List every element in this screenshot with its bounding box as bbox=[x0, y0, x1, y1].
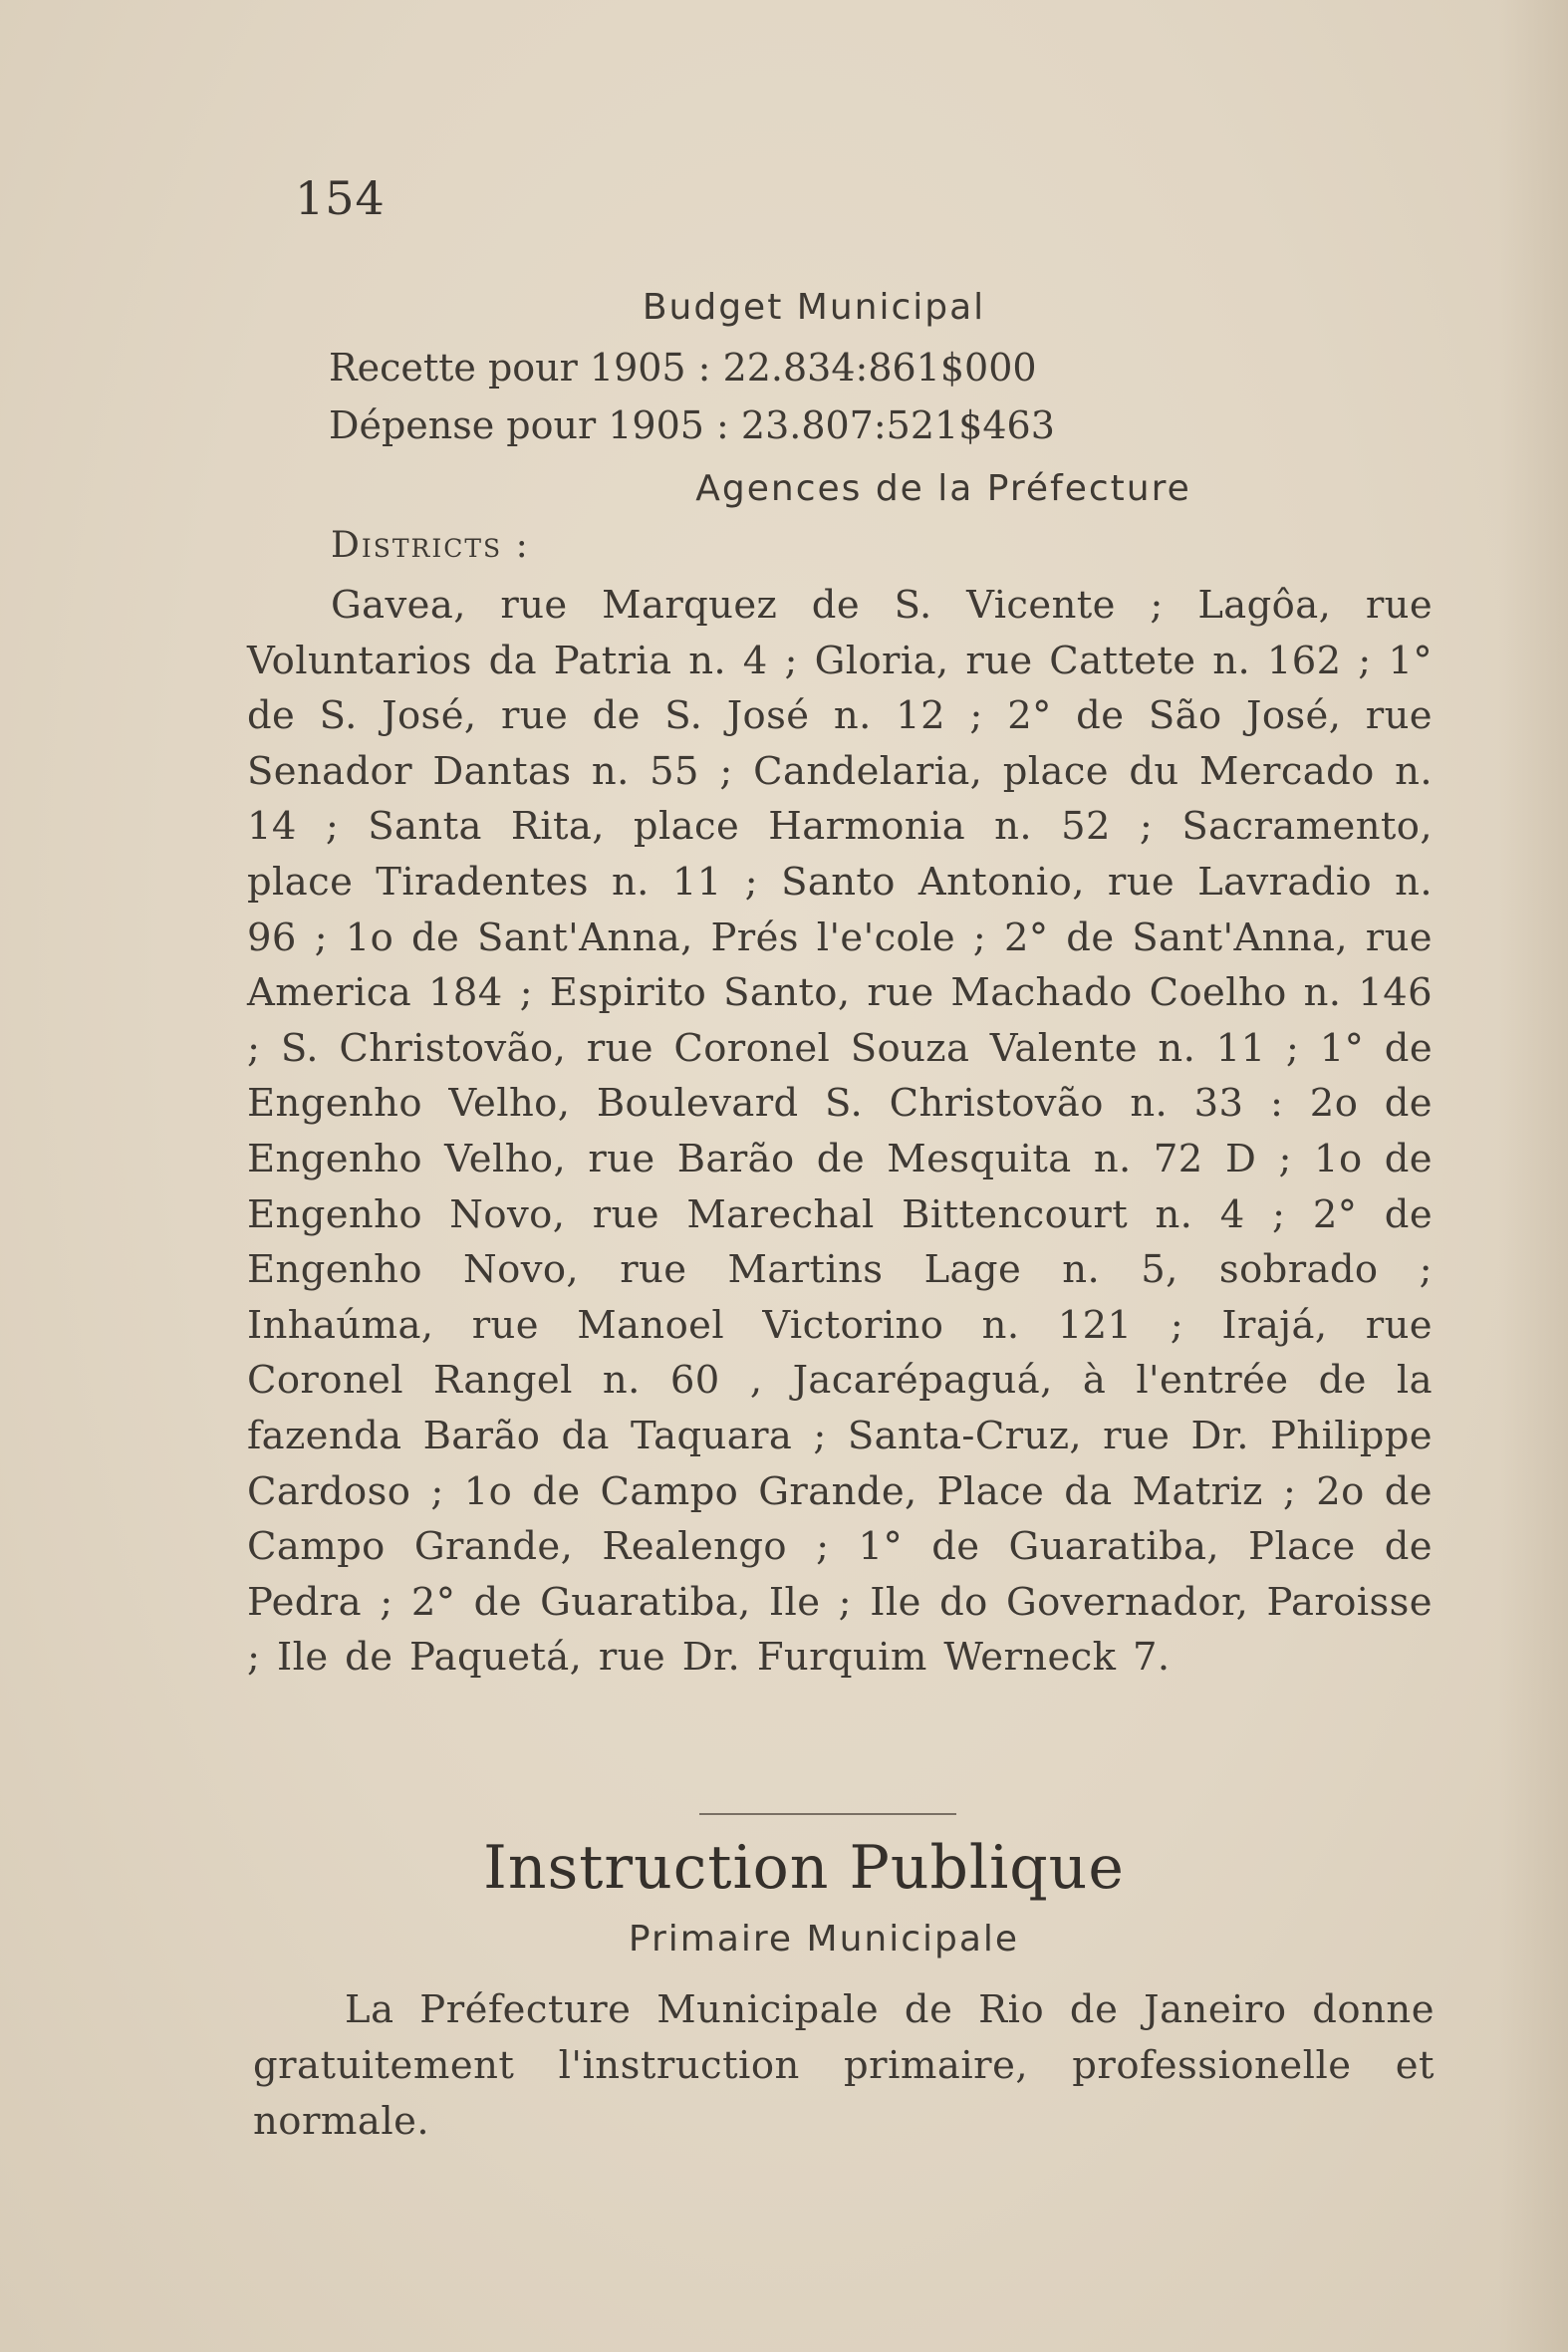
recette-line: Recette pour 1905 : 22.834:861$000 bbox=[329, 346, 1037, 390]
districts-label: Districts : bbox=[331, 525, 530, 566]
section-heading: Instruction Publique bbox=[483, 1833, 1125, 1903]
page-number: 154 bbox=[295, 171, 386, 225]
districts-list-paragraph: Gavea, rue Marquez de S. Vicente ; Lagôa, rue Voluntarios da Patria n. 4 ; Gloria, rue Cattete n. 162 ; 1° de S. José, rue de S. José n. 12 ; 2° de São José, rue Senador Dantas n. 55 ; Candelaria, place du Mercado n. 14 ; Santa Rita, place Harmonia n. 52 ; Sacramento, place Tiradentes n. 11 ; Santo Antonio, rue Lavradio n. 96 ; 1o de Sant'Anna, Prés l'e'cole ; 2° de Sant'Anna, rue America 184 ; Espirito Santo, rue Machado Coelho n. 146 ; S. Christovão, rue Coronel Souza Valente n. 11 ; 1° de Engenho Velho, Boulevard S. Christovão n. 33 : 2o de Engenho Velho, rue Barão de Mesquita n. 72 D ; 1o de Engenho Novo, rue Marechal Bittencourt n. 4 ; 2° de Engenho Novo, rue Martins Lage n. 5, sobrado ; Inhaúma, rue Manoel Victorino n. 121 ; Irajá, rue Coronel Rangel n. 60 , Jacarépaguá, à l'entrée de la fazenda Barão da Taquara ; Santa-Cruz, rue Dr. Philippe Cardoso ; 1o de Campo Grande, Place da Matriz ; 2o de Campo Grande, Realengo ; 1° de Guaratiba, Place de Pedra ; 2° de Guaratiba, Ile ; Ile do Governador, Paroisse ; Ile de Paquetá, rue Dr. Furquim Werneck 7. bbox=[247, 583, 1433, 1681]
agences-title: Agences de la Préfecture bbox=[695, 468, 1191, 509]
depense-line: Dépense pour 1905 : 23.807:521$463 bbox=[329, 403, 1055, 447]
page-edge-shadow bbox=[1498, 0, 1568, 2352]
instruction-paragraph: La Préfecture Municipale de Rio de Janeiro donne gratuitement l'instruction primaire, professionelle et normale. bbox=[253, 1987, 1435, 2144]
section-divider bbox=[699, 1813, 956, 1815]
budget-title: Budget Municipal bbox=[642, 287, 986, 328]
section-subheading: Primaire Municipale bbox=[628, 1919, 1020, 1960]
